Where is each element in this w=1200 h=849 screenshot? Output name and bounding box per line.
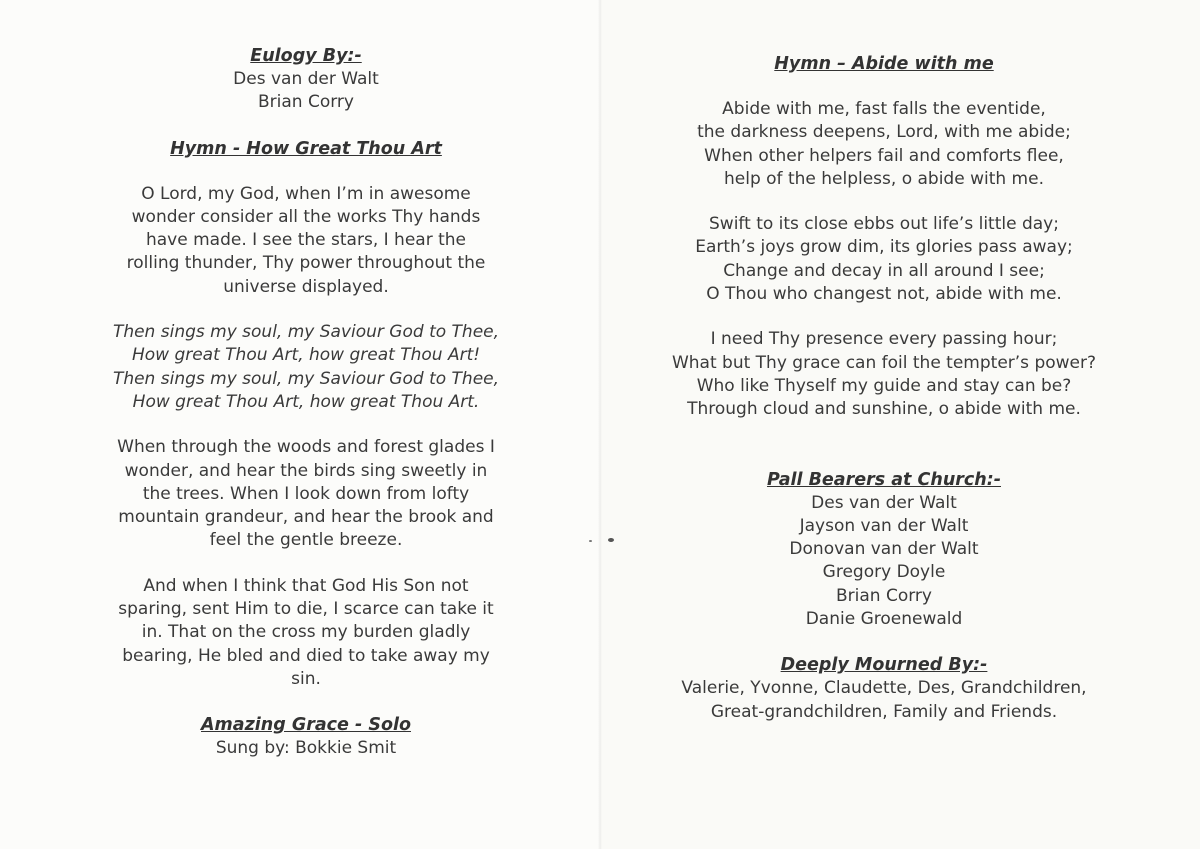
pall-bearers-heading: Pall Bearers at Church:- bbox=[766, 469, 1001, 490]
verse-line: Swift to its close ebbs out life’s little day; bbox=[709, 214, 1059, 235]
hymn1-heading: Hymn - How Great Thou Art bbox=[170, 138, 442, 159]
solo-heading: Amazing Grace - Solo bbox=[201, 715, 411, 736]
pall-bearer-name: Des van der Walt bbox=[811, 492, 957, 513]
verse-line: And when I think that God His Son not bbox=[143, 575, 469, 596]
verse-line: Earth’s joys grow dim, its glories pass away; bbox=[695, 237, 1073, 258]
pall-bearer-name: Donovan van der Walt bbox=[789, 539, 979, 560]
paper-speck bbox=[589, 540, 592, 542]
verse-line: bearing, He bled and died to take away my bbox=[122, 645, 490, 666]
verse-line: sparing, sent Him to die, I scarce can take it bbox=[118, 599, 494, 620]
left-column bbox=[100, 44, 512, 761]
pall-bearer-name: Brian Corry bbox=[836, 585, 932, 606]
chorus-line: Then sings my soul, my Saviour God to Thee, bbox=[112, 322, 500, 343]
eulogy-heading: Eulogy By:- bbox=[250, 46, 362, 66]
hymn2-verse3 bbox=[666, 328, 1102, 421]
verse-line: sin. bbox=[291, 668, 321, 689]
chorus-line: How great Thou Art, how great Thou Art. bbox=[132, 391, 480, 412]
verse-line: Through cloud and sunshine, o abide with me. bbox=[687, 399, 1081, 420]
pall-bearers-list bbox=[666, 492, 1102, 632]
hymn2-heading: Hymn – Abide with me bbox=[774, 54, 994, 74]
eulogy-name: Brian Corry bbox=[258, 92, 354, 113]
verse-line: I need Thy presence every passing hour; bbox=[710, 329, 1058, 350]
verse-line: mountain grandeur, and hear the brook and bbox=[118, 507, 494, 528]
right-column bbox=[666, 52, 1102, 724]
paper-speck bbox=[608, 538, 614, 542]
hymn2-verse1 bbox=[666, 98, 1102, 191]
hymn1-verse1 bbox=[100, 183, 512, 299]
hymn2-verse2 bbox=[666, 213, 1102, 306]
verse-line: universe displayed. bbox=[223, 276, 389, 297]
verse-line: wonder consider all the works Thy hands bbox=[131, 206, 481, 227]
verse-line: the trees. When I look down from lofty bbox=[142, 483, 470, 504]
page-fold bbox=[598, 0, 602, 849]
verse-line: When other helpers fail and comforts flee, bbox=[704, 145, 1064, 166]
verse-line: help of the helpless, o abide with me. bbox=[724, 168, 1044, 189]
right-page bbox=[600, 0, 1200, 849]
verse-line: O Lord, my God, when I’m in awesome bbox=[141, 183, 471, 204]
verse-line: Change and decay in all around I see; bbox=[723, 260, 1045, 281]
verse-line: rolling thunder, Thy power throughout the bbox=[126, 253, 486, 274]
chorus-line: Then sings my soul, my Saviour God to Thee, bbox=[112, 368, 500, 389]
verse-line: When through the woods and forest glades I bbox=[117, 437, 495, 458]
verse-line: in. That on the cross my burden gladly bbox=[141, 622, 471, 643]
pall-bearer-name: Jayson van der Walt bbox=[799, 515, 969, 536]
chorus-line: How great Thou Art, how great Thou Art! bbox=[131, 345, 481, 366]
mourned-heading: Deeply Mourned By:- bbox=[780, 655, 988, 676]
hymn1-verse2 bbox=[100, 436, 512, 552]
hymn1-verse3 bbox=[100, 575, 512, 691]
verse-line: the darkness deepens, Lord, with me abide; bbox=[697, 122, 1071, 143]
solo-sung-by: Sung by: Bokkie Smit bbox=[215, 738, 397, 759]
verse-line: What but Thy grace can foil the tempter’s power? bbox=[671, 352, 1097, 373]
verse-line: O Thou who changest not, abide with me. bbox=[706, 284, 1062, 305]
mourned-line: Great-grandchildren, Family and Friends. bbox=[710, 701, 1058, 722]
eulogy-name: Des van der Walt bbox=[233, 69, 379, 89]
mourned-line: Valerie, Yvonne, Claudette, Des, Grandchildren, bbox=[681, 678, 1087, 699]
verse-line: Who like Thyself my guide and stay can be? bbox=[696, 375, 1072, 396]
verse-line: feel the gentle breeze. bbox=[209, 530, 403, 551]
pall-bearer-name: Danie Groenewald bbox=[805, 609, 963, 630]
verse-line: have made. I see the stars, I hear the bbox=[145, 230, 466, 251]
pall-bearer-name: Gregory Doyle bbox=[822, 562, 946, 583]
hymn1-chorus bbox=[100, 321, 512, 414]
verse-line: Abide with me, fast falls the eventide, bbox=[722, 99, 1046, 119]
verse-line: wonder, and hear the birds sing sweetly in bbox=[124, 460, 488, 481]
